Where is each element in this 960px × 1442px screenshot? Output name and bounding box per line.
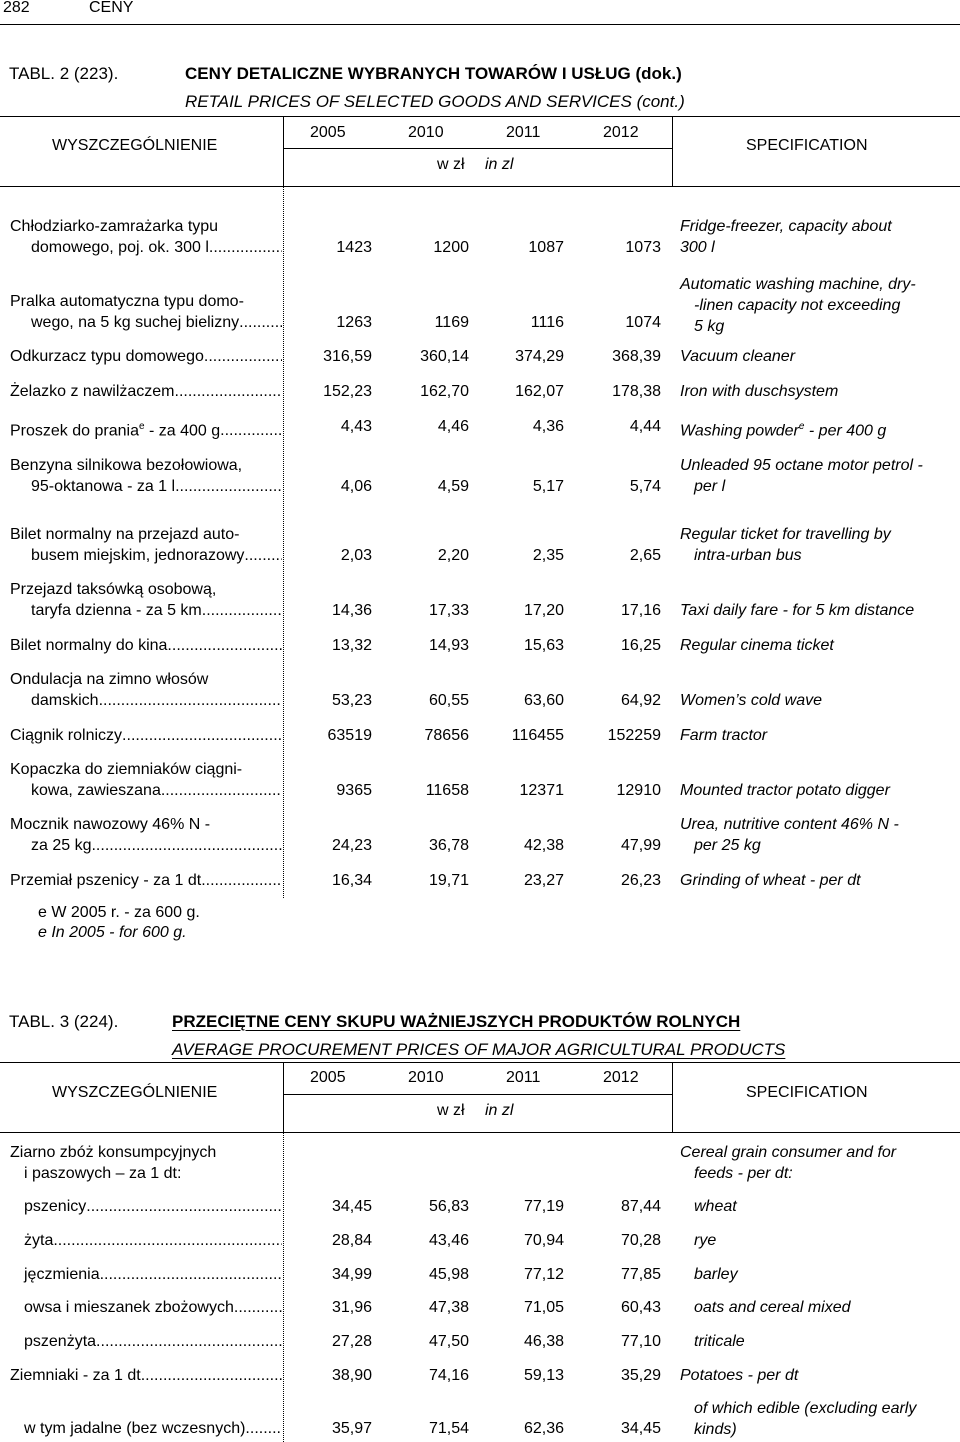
leader-dots xyxy=(244,545,282,566)
table-title-pl: PRZECIĘTNE CENY SKUPU WAŻNIEJSZYCH PRODUKTÓW ROLNYCH xyxy=(172,1012,741,1031)
value-2005: 28,84 xyxy=(331,1232,372,1249)
header-top-rule xyxy=(0,1062,960,1063)
footnote-pl: e W 2005 r. - za 600 g. xyxy=(38,904,200,921)
header-top-rule xyxy=(0,116,960,117)
spec-line: barley xyxy=(694,1266,738,1283)
value-2005: 34,99 xyxy=(331,1266,372,1283)
label-line xyxy=(10,690,282,711)
value-2012: 5,74 xyxy=(629,478,661,495)
row-spec xyxy=(680,1398,955,1440)
row-label xyxy=(10,1331,282,1352)
label-line: Benzyna silnikowa bezołowiowa, xyxy=(10,457,243,474)
label-text: w tym jadalne (bez wczesnych) xyxy=(24,1420,246,1437)
label-line xyxy=(10,1331,282,1352)
header-mid-rule xyxy=(284,1094,672,1095)
row-label xyxy=(10,381,282,402)
table-title-en: AVERAGE PROCUREMENT PRICES OF MAJOR AGRICULTURAL PRODUCTS xyxy=(172,1040,786,1059)
label-line xyxy=(10,346,282,367)
label-text: jęczmienia xyxy=(24,1266,100,1283)
value-2010: 47,38 xyxy=(428,1299,469,1316)
spec-main: Washing powder xyxy=(680,422,799,440)
value-2010: 19,71 xyxy=(428,872,469,889)
label-text: Przemiał pszenicy - za 1 dt xyxy=(10,872,202,889)
spec-line: Women’s cold wave xyxy=(680,692,822,709)
value-2010: 11658 xyxy=(425,782,469,799)
value-2010: 47,50 xyxy=(428,1333,469,1350)
row-spec xyxy=(680,455,955,497)
leader-dots xyxy=(202,600,282,621)
label-line xyxy=(10,780,282,801)
row-spec xyxy=(680,524,955,566)
leader-dots xyxy=(209,237,282,258)
label-line xyxy=(10,1264,282,1285)
table-label: TABL. 2 (223). xyxy=(9,64,119,83)
row-spec xyxy=(680,381,955,402)
row-spec xyxy=(680,600,955,621)
spec-line: Cereal grain consumer and for xyxy=(680,1144,897,1161)
value-2005: 53,23 xyxy=(331,692,372,709)
value-2010: 4,59 xyxy=(437,478,469,495)
row-spec xyxy=(680,1264,955,1285)
value-2005: 63519 xyxy=(327,727,372,744)
spec-line: Potatoes - per dt xyxy=(680,1367,799,1384)
year-header: 2010 xyxy=(408,1069,444,1086)
value-2005: 24,23 xyxy=(331,837,372,854)
year-header: 2011 xyxy=(506,124,541,141)
row-spec xyxy=(680,1196,955,1217)
row-spec xyxy=(680,690,955,711)
row-label xyxy=(10,725,282,746)
label-text: pszenicy xyxy=(24,1198,87,1215)
label-line xyxy=(10,1230,282,1251)
label-text: domowego, poj. ok. 300 l xyxy=(31,239,209,256)
leader-dots xyxy=(234,1297,282,1318)
spec-line: Taxi daily fare - for 5 km distance xyxy=(680,602,915,619)
value-2005: 4,43 xyxy=(340,418,372,435)
body-divider-left xyxy=(283,186,284,898)
footnote-mark: e xyxy=(138,421,145,432)
label-line: Pralka automatyczna typu domo- xyxy=(10,293,244,310)
value-2005: 1423 xyxy=(336,239,372,256)
row-label xyxy=(10,1365,282,1386)
row-label xyxy=(10,1418,282,1439)
row-spec xyxy=(680,635,955,656)
value-2012: 1074 xyxy=(625,314,661,331)
year-header: 2010 xyxy=(408,124,444,141)
value-2005: 316,59 xyxy=(323,348,372,365)
label-text: Ziemniaki - za 1 dt xyxy=(10,1367,141,1384)
value-2012: 60,43 xyxy=(620,1299,661,1316)
label-line: Chłodziarko-zamrażarka typu xyxy=(10,218,219,235)
value-2010: 2,20 xyxy=(437,547,469,564)
spec-line: triticale xyxy=(694,1333,745,1350)
row-label xyxy=(10,455,282,497)
value-2012: 368,39 xyxy=(612,348,661,365)
spec-line: Fridge-freezer, capacity about xyxy=(680,218,892,235)
value-2011: 374,29 xyxy=(515,348,564,365)
spec-line: Iron with duschsystem xyxy=(680,383,839,400)
leader-dots xyxy=(245,1418,282,1439)
value-2005: 1263 xyxy=(336,314,372,331)
value-2011: 162,07 xyxy=(515,383,564,400)
year-header: 2005 xyxy=(310,124,346,141)
value-2005: 2,03 xyxy=(340,547,372,564)
label-text: kowa, zawieszana xyxy=(31,782,161,799)
column-header-en: SPECIFICATION xyxy=(746,1084,868,1101)
label-main: Proszek do prania xyxy=(10,422,139,440)
row-label xyxy=(10,870,282,891)
column-header-pl: WYSZCZEGÓLNIENIE xyxy=(52,1084,218,1101)
row-label xyxy=(10,579,282,621)
value-2012: 35,29 xyxy=(620,1367,661,1384)
label-text: Bilet normalny do kina xyxy=(10,637,168,654)
column-header-pl: WYSZCZEGÓLNIENIE xyxy=(52,137,218,154)
value-2012: 70,28 xyxy=(620,1232,661,1249)
label-text: Żelazko z nawilżaczem xyxy=(10,383,175,400)
value-2011: 12371 xyxy=(519,782,564,799)
value-2010: 74,16 xyxy=(428,1367,469,1384)
label-text: busem miejskim, jednorazowy xyxy=(31,547,245,564)
value-2011: 2,35 xyxy=(532,547,564,564)
leader-dots xyxy=(86,1196,282,1217)
value-2005: 38,90 xyxy=(331,1367,372,1384)
leader-dots xyxy=(204,346,282,367)
value-2005: 13,32 xyxy=(331,637,372,654)
label-line xyxy=(10,312,282,333)
value-2011: 15,63 xyxy=(523,637,564,654)
value-2011: 1116 xyxy=(530,314,564,331)
row-label xyxy=(10,1264,282,1285)
leader-dots xyxy=(239,312,282,333)
value-2011: 59,13 xyxy=(523,1367,564,1384)
value-2012: 87,44 xyxy=(620,1198,661,1215)
label-text xyxy=(10,416,220,441)
value-2010: 17,33 xyxy=(428,602,469,619)
leader-dots xyxy=(220,420,282,441)
body-divider-left xyxy=(283,1132,284,1442)
value-2010: 60,55 xyxy=(428,692,469,709)
unit-label-en: in zl xyxy=(485,156,514,173)
label-text: za 25 kg xyxy=(31,837,92,854)
value-2011: 71,05 xyxy=(523,1299,564,1316)
value-2005: 27,28 xyxy=(331,1333,372,1350)
spec-suffix: - per 400 g xyxy=(804,422,887,440)
label-text: owsa i mieszanek zbożowych xyxy=(24,1299,234,1316)
footnote-en: e In 2005 - for 600 g. xyxy=(38,924,187,941)
value-2012: 47,99 xyxy=(620,837,661,854)
label-line xyxy=(10,600,282,621)
value-2012: 26,23 xyxy=(620,872,661,889)
header-bottom-rule xyxy=(0,1132,960,1133)
value-2012: 34,45 xyxy=(620,1420,661,1437)
value-2005: 9365 xyxy=(336,782,372,799)
label-text: taryfa dzienna - za 5 km xyxy=(31,602,202,619)
label-text: żyta xyxy=(24,1232,54,1249)
leader-dots xyxy=(96,1331,282,1352)
row-spec xyxy=(680,725,955,746)
value-2010: 162,70 xyxy=(420,383,469,400)
label-line xyxy=(10,725,282,746)
leader-dots xyxy=(91,835,282,856)
year-header: 2011 xyxy=(506,1069,541,1086)
value-2005: 35,97 xyxy=(331,1420,372,1437)
unit-label-en: in zl xyxy=(485,1102,514,1119)
year-header: 2012 xyxy=(603,124,639,141)
value-2011: 23,27 xyxy=(523,872,564,889)
leader-dots xyxy=(175,476,282,497)
value-2010: 36,78 xyxy=(428,837,469,854)
value-2010: 78656 xyxy=(424,727,469,744)
spec-line: Mounted tractor potato digger xyxy=(680,782,890,799)
row-spec xyxy=(680,416,955,441)
row-label xyxy=(10,1230,282,1251)
value-2010: 45,98 xyxy=(428,1266,469,1283)
label-line xyxy=(10,1418,282,1439)
label-suffix: - za 400 g xyxy=(144,422,221,440)
label-text: 95-oktanowa - za 1 l xyxy=(31,478,176,495)
row-spec xyxy=(680,1297,955,1318)
value-2012: 4,44 xyxy=(629,418,661,435)
group-spec xyxy=(680,1142,955,1184)
value-2012: 77,85 xyxy=(620,1266,661,1283)
value-2012: 2,65 xyxy=(629,547,661,564)
spec-line: rye xyxy=(694,1232,717,1249)
value-2010: 1200 xyxy=(433,239,469,256)
value-2005: 4,06 xyxy=(340,478,372,495)
spec-line: wheat xyxy=(694,1198,737,1215)
label-line xyxy=(10,416,282,441)
spec-line: Grinding of wheat - per dt xyxy=(680,872,861,889)
header-divider-right xyxy=(672,1062,673,1132)
label-line: Ondulacja na zimno włosów xyxy=(10,671,209,688)
leader-dots xyxy=(167,635,282,656)
value-2011: 42,38 xyxy=(523,837,564,854)
spec-line: kinds) xyxy=(694,1421,737,1438)
label-line xyxy=(10,870,282,891)
year-header: 2012 xyxy=(603,1069,639,1086)
header-divider-right xyxy=(672,116,673,186)
page-number: 282 xyxy=(3,0,30,16)
spec-line: Vacuum cleaner xyxy=(680,348,796,365)
label-line: Ziarno zbóż konsumpcyjnych xyxy=(10,1144,217,1161)
value-2012: 16,25 xyxy=(620,637,661,654)
spec-line xyxy=(680,416,955,441)
leader-dots xyxy=(100,1264,282,1285)
spec-line: Unleaded 95 octane motor petrol - xyxy=(680,457,923,474)
leader-dots xyxy=(161,780,282,801)
label-line xyxy=(10,835,282,856)
value-2011: 17,20 xyxy=(523,602,564,619)
spec-line: of which edible (excluding early xyxy=(694,1400,917,1417)
label-line: Przejazd taksówką osobową, xyxy=(10,581,217,598)
unit-label-pl: w zł xyxy=(437,1102,465,1119)
spec-line: 5 kg xyxy=(694,318,725,335)
row-label xyxy=(10,346,282,367)
running-title: CENY xyxy=(89,0,134,16)
value-2011: 4,36 xyxy=(532,418,564,435)
row-spec xyxy=(680,346,955,367)
table-title-pl: CENY DETALICZNE WYBRANYCH TOWARÓW I USŁUG (dok.) xyxy=(185,64,682,83)
year-header: 2005 xyxy=(310,1069,346,1086)
leader-dots xyxy=(175,381,283,402)
row-spec xyxy=(680,1331,955,1352)
spec-line: Regular cinema ticket xyxy=(680,637,834,654)
table-label: TABL. 3 (224). xyxy=(9,1012,119,1031)
group-label xyxy=(10,1142,282,1184)
row-label xyxy=(10,814,282,856)
value-2010: 71,54 xyxy=(428,1420,469,1437)
header-divider-left xyxy=(283,1062,284,1132)
row-label xyxy=(10,1297,282,1318)
value-2005: 16,34 xyxy=(331,872,372,889)
spec-line: feeds - per dt: xyxy=(694,1165,793,1182)
header-mid-rule xyxy=(284,148,672,149)
spec-line: Farm tractor xyxy=(680,727,768,744)
row-label xyxy=(10,416,282,441)
value-2010: 1169 xyxy=(434,314,469,331)
row-label xyxy=(10,291,282,333)
table-title-en: RETAIL PRICES OF SELECTED GOODS AND SERVICES (cont.) xyxy=(185,92,685,111)
row-label xyxy=(10,759,282,801)
spec-line: Automatic washing machine, dry- xyxy=(680,276,916,293)
spec-line: intra-urban bus xyxy=(694,547,802,564)
label-line xyxy=(10,1365,282,1386)
footnote-mark: e xyxy=(798,421,805,432)
value-2005: 31,96 xyxy=(331,1299,372,1316)
value-2012: 12910 xyxy=(616,782,661,799)
value-2005: 14,36 xyxy=(331,602,372,619)
row-label xyxy=(10,216,282,258)
value-2011: 63,60 xyxy=(523,692,564,709)
value-2010: 360,14 xyxy=(420,348,469,365)
label-text: wego, na 5 kg suchej bielizny xyxy=(31,314,240,331)
spec-line: -linen capacity not exceeding xyxy=(694,297,901,314)
label-text: Ciągnik rolniczy xyxy=(10,727,123,744)
value-2012: 64,92 xyxy=(620,692,661,709)
label-line xyxy=(10,545,282,566)
label-line xyxy=(10,476,282,497)
label-line xyxy=(10,1196,282,1217)
spec-line: per 25 kg xyxy=(694,837,761,854)
label-line: Mocznik nawozowy 46% N - xyxy=(10,816,211,833)
row-spec xyxy=(680,1230,955,1251)
value-2010: 14,93 xyxy=(428,637,469,654)
header-divider-left xyxy=(283,116,284,186)
value-2011: 77,12 xyxy=(523,1266,564,1283)
value-2012: 1073 xyxy=(625,239,661,256)
label-text: Odkurzacz typu domowego xyxy=(10,348,204,365)
spec-line: 300 l xyxy=(680,239,715,256)
value-2011: 5,17 xyxy=(532,478,564,495)
value-2010: 4,46 xyxy=(437,418,469,435)
row-label xyxy=(10,669,282,711)
value-2011: 116455 xyxy=(511,727,564,744)
leader-dots xyxy=(99,690,282,711)
value-2012: 178,38 xyxy=(612,383,661,400)
spec-line: oats and cereal mixed xyxy=(694,1299,851,1316)
row-label xyxy=(10,524,282,566)
spec-line: Urea, nutritive content 46% N - xyxy=(680,816,899,833)
value-2012: 152259 xyxy=(607,727,661,744)
column-header-en: SPECIFICATION xyxy=(746,137,868,154)
row-spec xyxy=(680,870,955,891)
label-line xyxy=(10,635,282,656)
value-2011: 46,38 xyxy=(523,1333,564,1350)
value-2010: 56,83 xyxy=(428,1198,469,1215)
row-label xyxy=(10,1196,282,1217)
label-text: damskich xyxy=(31,692,99,709)
header-rule xyxy=(0,24,960,25)
row-spec xyxy=(680,274,955,337)
row-spec xyxy=(680,216,955,258)
spec-line: Regular ticket for travelling by xyxy=(680,526,891,543)
header-bottom-rule xyxy=(0,186,960,187)
value-2011: 70,94 xyxy=(523,1232,564,1249)
label-line xyxy=(10,381,282,402)
label-line: i paszowych – za 1 dt: xyxy=(24,1165,182,1182)
row-label xyxy=(10,635,282,656)
value-2011: 77,19 xyxy=(523,1198,564,1215)
label-text: pszenżyta xyxy=(24,1333,97,1350)
value-2011: 62,36 xyxy=(523,1420,564,1437)
leader-dots xyxy=(141,1365,282,1386)
row-spec xyxy=(680,780,955,801)
value-2010: 43,46 xyxy=(428,1232,469,1249)
label-line xyxy=(10,237,282,258)
leader-dots xyxy=(122,725,282,746)
label-line: Kopaczka do ziemniaków ciągni- xyxy=(10,761,243,778)
label-line xyxy=(10,1297,282,1318)
row-spec xyxy=(680,1365,955,1386)
value-2011: 1087 xyxy=(528,239,564,256)
leader-dots xyxy=(53,1230,282,1251)
unit-label-pl: w zł xyxy=(437,156,465,173)
row-spec xyxy=(680,814,955,856)
value-2005: 34,45 xyxy=(331,1198,372,1215)
value-2012: 17,16 xyxy=(620,602,661,619)
label-line: Bilet normalny na przejazd auto- xyxy=(10,526,240,543)
value-2005: 152,23 xyxy=(323,383,372,400)
spec-line: per l xyxy=(694,478,726,495)
leader-dots xyxy=(201,870,282,891)
value-2012: 77,10 xyxy=(620,1333,661,1350)
